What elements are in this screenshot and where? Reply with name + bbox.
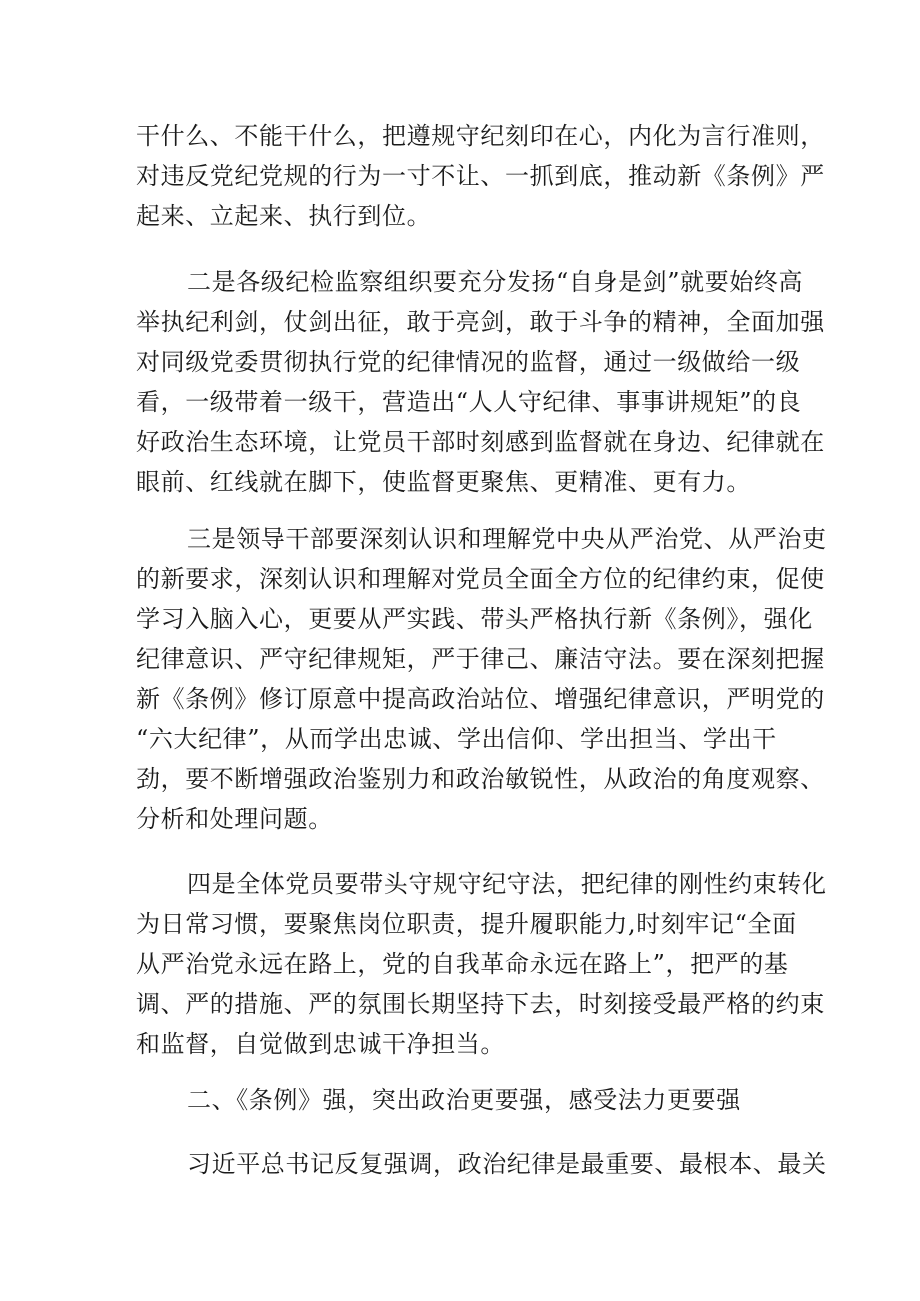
- text-line: 学习入脑入心，更要从严实践、带头严格执行新《条例》，强化: [136, 605, 813, 633]
- text-line: 和监督，自觉做到忠诚干净担当。: [136, 1030, 505, 1058]
- paragraph-first-line: 习近平总书记反复强调，政治纪律是最重要、最根本、最关: [187, 1150, 827, 1178]
- text-line: 看，一级带着一级干，营造出“人人守纪律、事事讲规矩”的良: [136, 388, 802, 416]
- text-line: 从严治党永远在路上，党的自我革命永远在路上”，把严的基: [136, 950, 789, 978]
- text-line: 起来、立起来、执行到位。: [136, 202, 432, 230]
- text-line: 眼前、红线就在脚下，使监督更聚焦、更精准、更有力。: [136, 468, 751, 496]
- paragraph-first-line: 四是全体党员要带头守规守纪守法，把纪律的刚性约束转化: [187, 870, 827, 898]
- paragraph-first-line: 二是各级纪检监察组织要充分发扬“自身是剑”就要始终高: [187, 268, 804, 296]
- text-line: “六大纪律”，从而学出忠诚、学出信仰、学出担当、学出干: [136, 725, 777, 753]
- text-line: 举执纪利剑，仗剑出征，敢于亮剑，敢于斗争的精神，全面加强: [136, 308, 825, 336]
- text-line: 的新要求，深刻认识和理解对党员全面全方位的纪律约束，促使: [136, 565, 825, 593]
- text-line: 新《条例》修订原意中提高政治站位、增强纪律意识，严明党的: [136, 685, 825, 713]
- text-line: 对违反党纪党规的行为一寸不让、一抓到底，推动新《条例》严: [136, 162, 825, 190]
- text-line: 为日常习惯，要聚焦岗位职责，提升履职能力,时刻牢记“全面: [136, 910, 797, 938]
- text-line: 对同级党委贯彻执行党的纪律情况的监督，通过一级做给一级: [136, 348, 801, 376]
- text-line: 劲，要不断增强政治鉴别力和政治敏锐性，从政治的角度观察、: [136, 765, 825, 793]
- text-line: 干什么、不能干什么，把遵规守纪刻印在心，内化为言行准则，: [136, 122, 825, 150]
- text-line: 分析和处理问题。: [136, 805, 333, 833]
- text-line: 调、严的措施、严的氛围长期坚持下去，时刻接受最严格的约束: [136, 990, 825, 1018]
- section-heading: 二、《条例》强，突出政治更要强，感受法力更要强: [187, 1086, 741, 1114]
- text-line: 好政治生态环境，让党员干部时刻感到监督就在身边、纪律就在: [136, 428, 825, 456]
- paragraph-first-line: 三是领导干部要深刻认识和理解党中央从严治党、从严治吏: [187, 525, 827, 553]
- text-line: 纪律意识、严守纪律规矩，严于律己、廉洁守法。要在深刻把握: [136, 645, 825, 673]
